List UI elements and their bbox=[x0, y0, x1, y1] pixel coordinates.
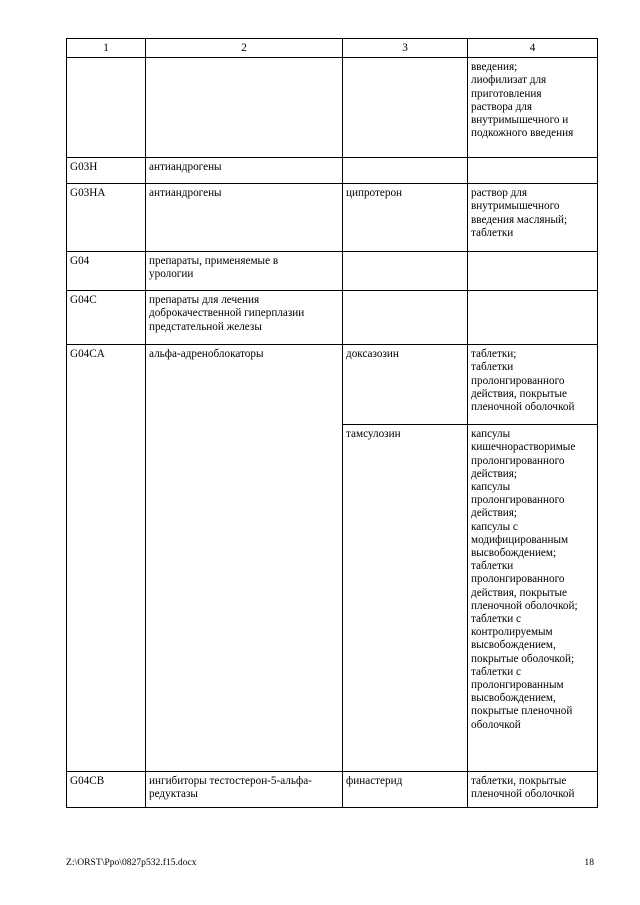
cell-substance bbox=[343, 252, 468, 291]
cell-substance: финастерид bbox=[343, 772, 468, 808]
column-header-3: 3 bbox=[343, 39, 468, 58]
cell-code: G03H bbox=[67, 158, 146, 184]
cell-forms: капсулы кишечнорастворимые пролонгированного действия; капсулы пролонгированного действия; капсулы с модифицированным высвобождением; таблетки пролонгированного действия, покрытые пленочной оболочкой; таблетки с контролируемым высвобождением, покрытые оболочкой; таблетки с пролонгированным высвобождением, покрытые пленочной оболочкой bbox=[468, 425, 598, 772]
cell-group bbox=[146, 58, 343, 158]
cell-group: препараты, применяемые в урологии bbox=[146, 252, 343, 291]
cell-forms: таблетки, покрытые пленочной оболочкой bbox=[468, 772, 598, 808]
footer-page-number: 18 bbox=[584, 857, 594, 868]
cell-forms: раствор для внутримышечного введения масляный; таблетки bbox=[468, 184, 598, 252]
cell-substance: тамсулозин bbox=[343, 425, 468, 772]
table-row bbox=[67, 252, 598, 291]
cell-code: G04 bbox=[67, 252, 146, 291]
cell-forms bbox=[468, 158, 598, 184]
cell-group: препараты для лечения доброкачественной гиперплазии предстательной железы bbox=[146, 291, 343, 345]
table-row bbox=[67, 291, 598, 345]
table-row bbox=[67, 58, 598, 158]
table-row bbox=[67, 345, 598, 425]
cell-code: G04CB bbox=[67, 772, 146, 808]
cell-substance: доксазозин bbox=[343, 345, 468, 425]
cell-code: G04C bbox=[67, 291, 146, 345]
cell-code: G03HA bbox=[67, 184, 146, 252]
drug-classification-table bbox=[66, 38, 598, 808]
cell-forms: введения; лиофилизат для приготовления раствора для внутримышечного и подкожного введения bbox=[468, 58, 598, 158]
table-row bbox=[67, 772, 598, 808]
cell-forms: таблетки; таблетки пролонгированного действия, покрытые пленочной оболочкой bbox=[468, 345, 598, 425]
table-row bbox=[67, 158, 598, 184]
cell-code: G04CA bbox=[67, 345, 146, 772]
cell-forms bbox=[468, 252, 598, 291]
footer-file-path: Z:\ORST\Ppo\0827p532.f15.docx bbox=[66, 857, 197, 868]
column-header-4: 4 bbox=[468, 39, 598, 58]
table-header-row bbox=[67, 39, 598, 58]
column-header-1: 1 bbox=[67, 39, 146, 58]
cell-group: альфа-адреноблокаторы bbox=[146, 345, 343, 772]
cell-substance bbox=[343, 291, 468, 345]
cell-group: ингибиторы тестостерон-5-альфа- редуктазы bbox=[146, 772, 343, 808]
cell-group: антиандрогены bbox=[146, 184, 343, 252]
table-row bbox=[67, 184, 598, 252]
cell-substance bbox=[343, 158, 468, 184]
cell-forms bbox=[468, 291, 598, 345]
cell-substance: ципротерон bbox=[343, 184, 468, 252]
cell-code bbox=[67, 58, 146, 158]
cell-group: антиандрогены bbox=[146, 158, 343, 184]
column-header-2: 2 bbox=[146, 39, 343, 58]
cell-substance bbox=[343, 58, 468, 158]
